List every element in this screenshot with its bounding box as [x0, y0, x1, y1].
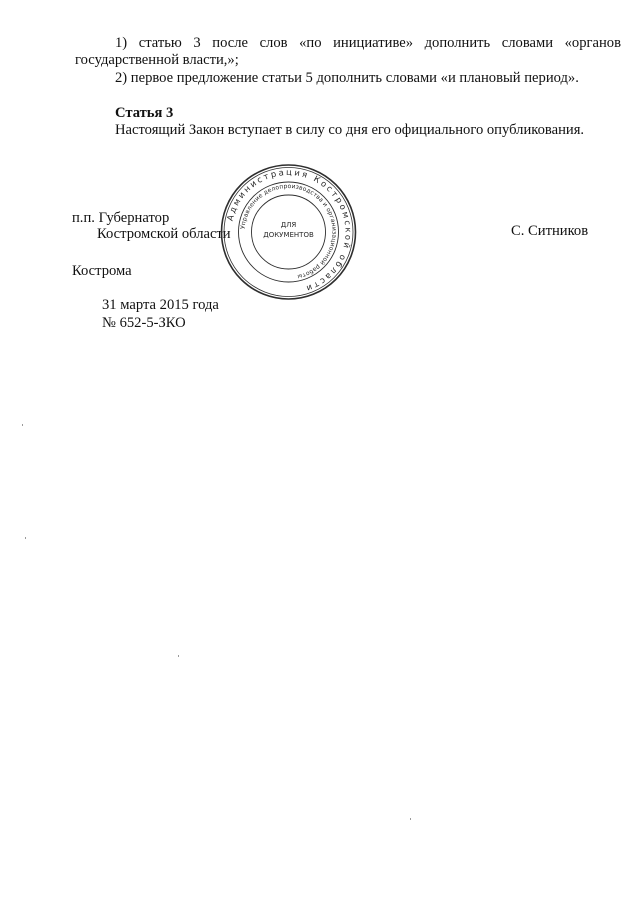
- article-heading: Статья 3: [115, 105, 174, 121]
- article-text: Настоящий Закон вступает в силу со дня его официального опубликования.: [115, 122, 585, 138]
- stamp-center-line-2: ДОКУМЕНТОВ: [263, 231, 314, 239]
- law-number: № 652-5-ЗКО: [102, 315, 186, 331]
- scan-speck: [410, 818, 411, 820]
- place-name: Кострома: [72, 263, 132, 279]
- stamp-graphic: [218, 163, 359, 301]
- signatory-region: Костромской области: [97, 226, 231, 242]
- amendment-item-1-line-2: государственной власти,»;: [75, 52, 239, 68]
- signatory-name: С. Ситников: [511, 223, 589, 239]
- scan-speck: [25, 537, 26, 539]
- amendment-item-1-line-1: 1) статью 3 после слов «по инициативе» дополнить словами «органов: [115, 35, 621, 51]
- scan-speck: [178, 655, 179, 657]
- official-stamp: [218, 163, 359, 301]
- stamp-inner-text: Управление делопроизводства и организационной работы: [239, 182, 338, 281]
- amendment-item-2: 2) первое предложение статьи 5 дополнить словами «и плановый период».: [115, 70, 579, 86]
- stamp-center-line-1: ДЛЯ: [280, 221, 297, 229]
- scan-speck: [22, 424, 23, 426]
- law-date: 31 марта 2015 года: [102, 297, 219, 313]
- signatory-title: п.п. Губернатор: [72, 210, 170, 226]
- stamp-outer-text: Администрация Костромской области: [224, 166, 354, 295]
